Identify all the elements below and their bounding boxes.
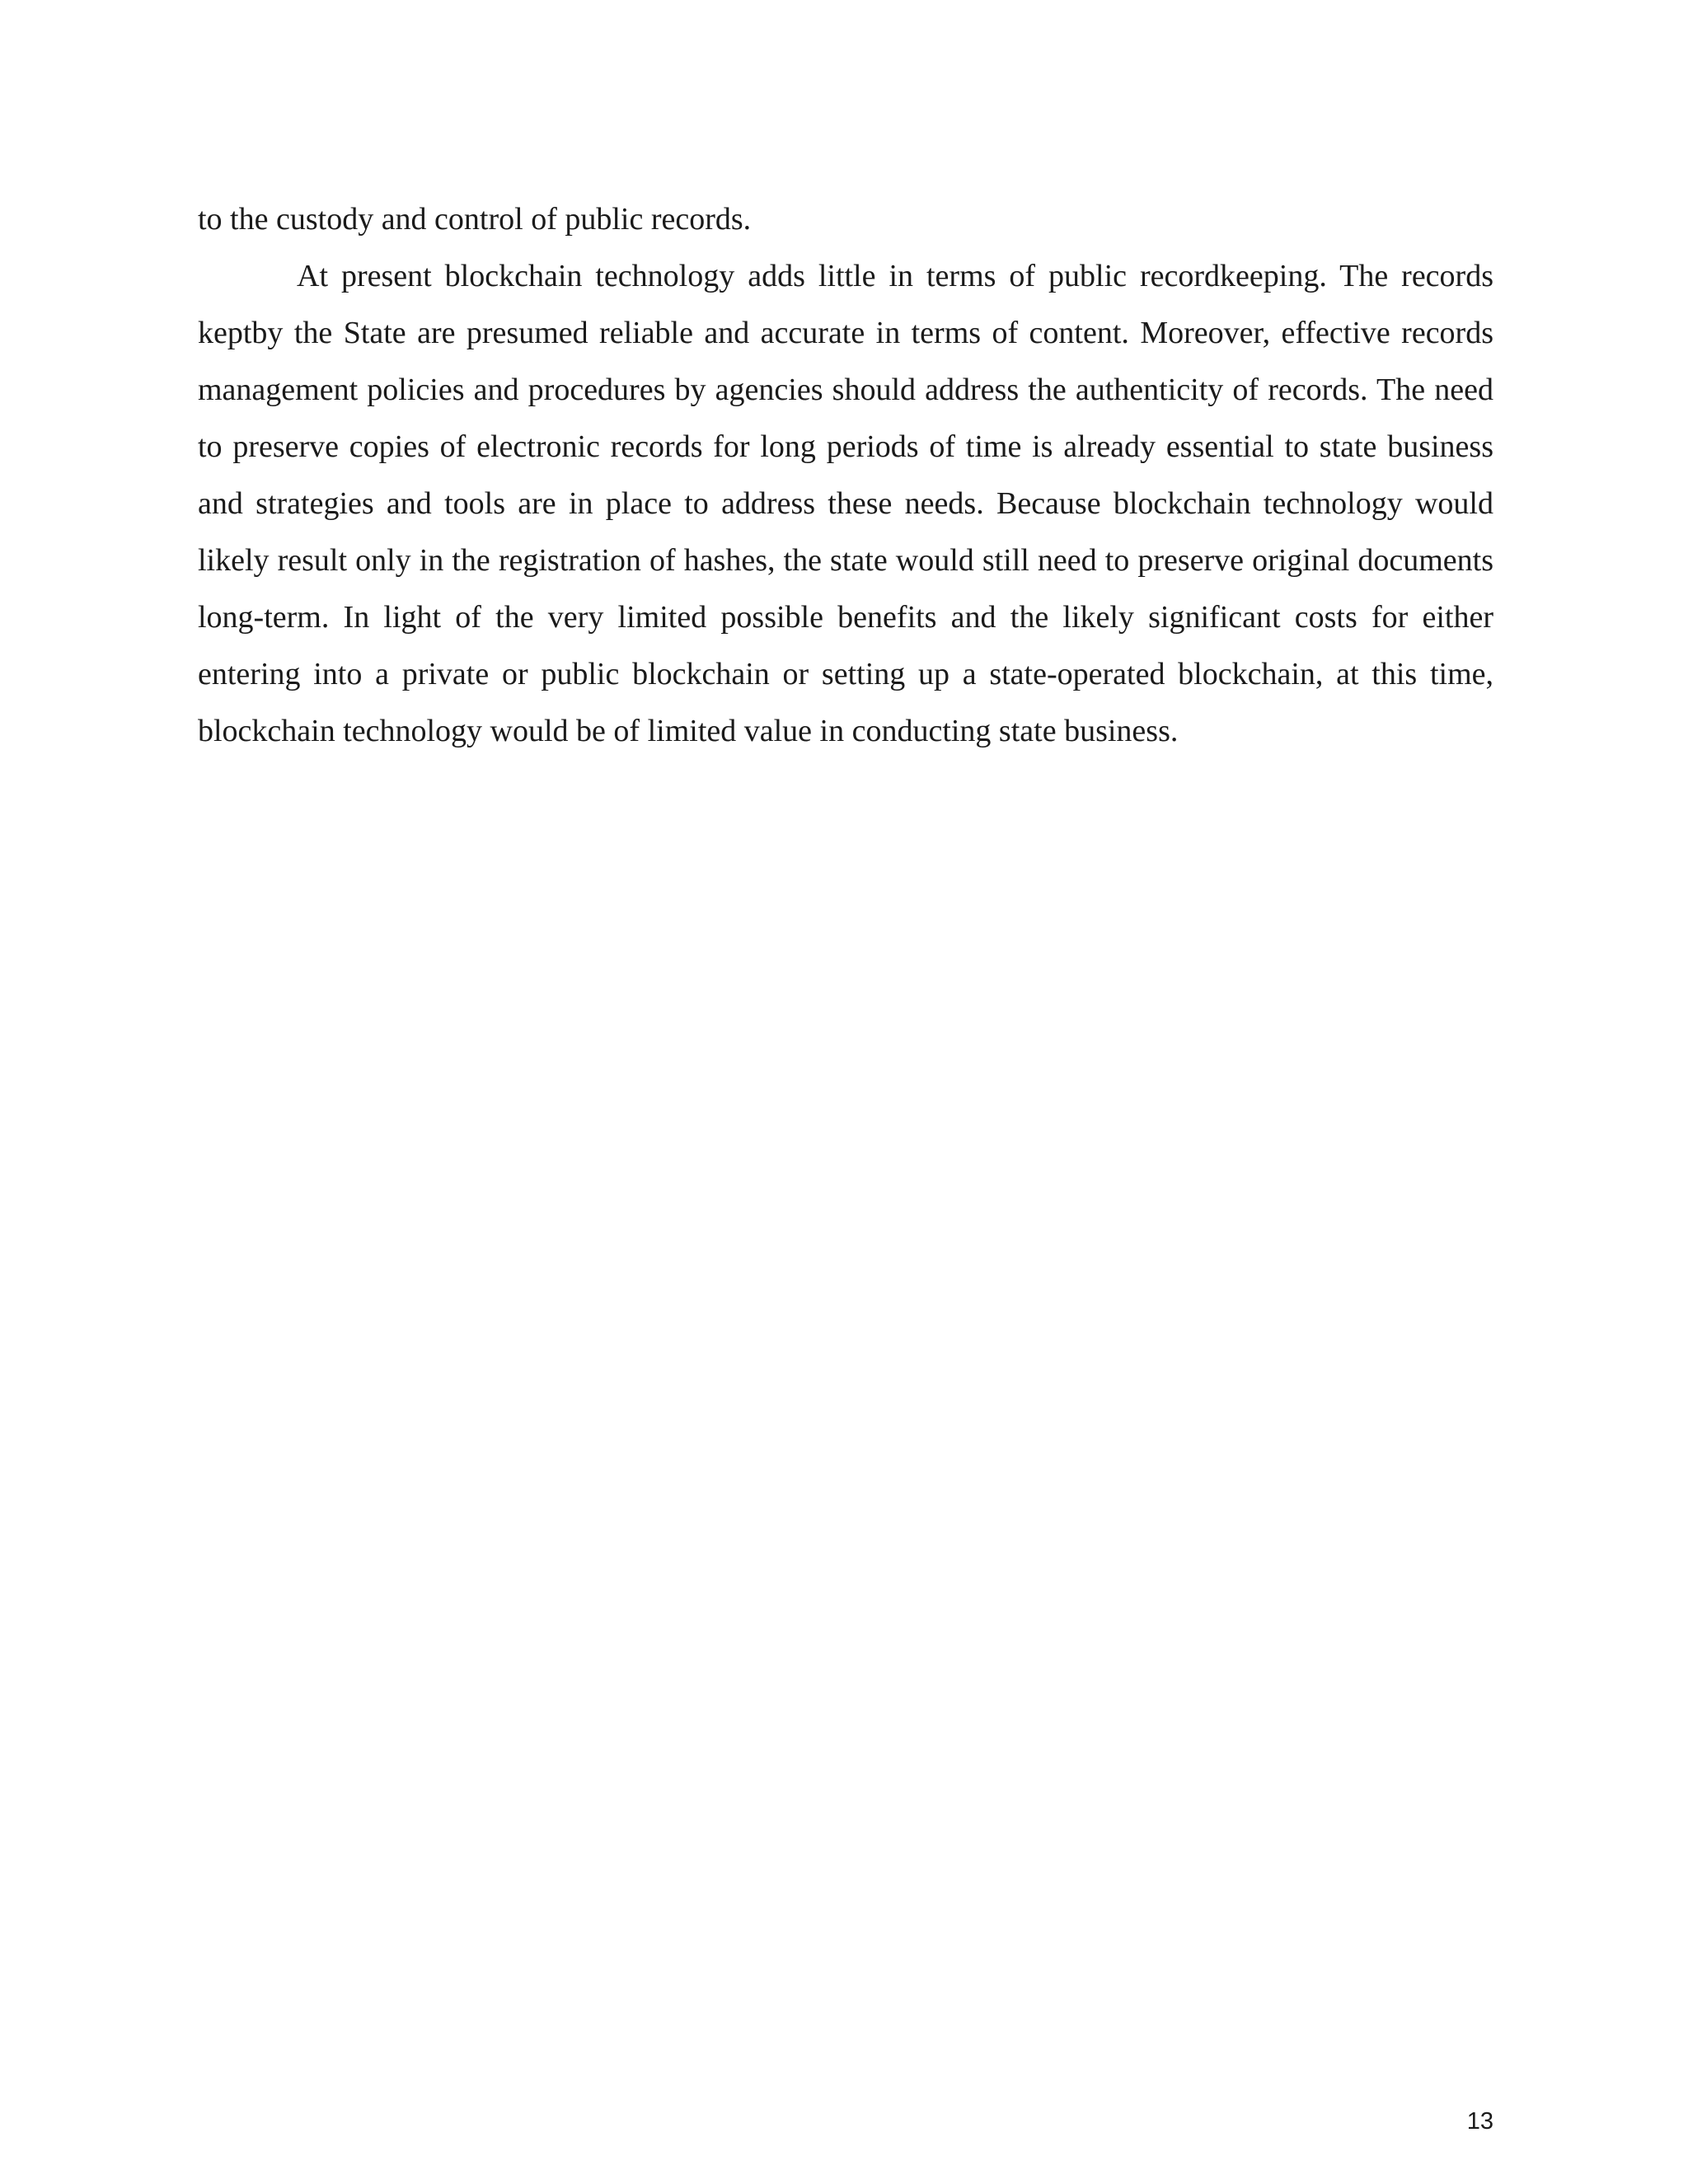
body-text	[198, 191, 1493, 760]
page-number: 13	[1466, 2108, 1493, 2135]
body-paragraph: At present blockchain technology adds little in terms of public recordkeeping. The records keptby the State are presumed reliable and accurate in terms of content. Moreover, effective records management policies and procedures by agencies should address the authenticity of records. The need to preserve copies of electronic records for long periods of time is already essential to state business and strategies and tools are in place to address these needs. Because blockchain technology would likely result only in the registration of hashes, the state would still need to preserve original documents long-term. In light of the very limited possible benefits and the likely significant costs for either entering into a private or public blockchain or setting up a state-operated blockchain, at this time, blockchain technology would be of limited value in conducting state business.	[198, 259, 1493, 748]
continuation-line: to the custody and control of public records.	[198, 202, 752, 237]
